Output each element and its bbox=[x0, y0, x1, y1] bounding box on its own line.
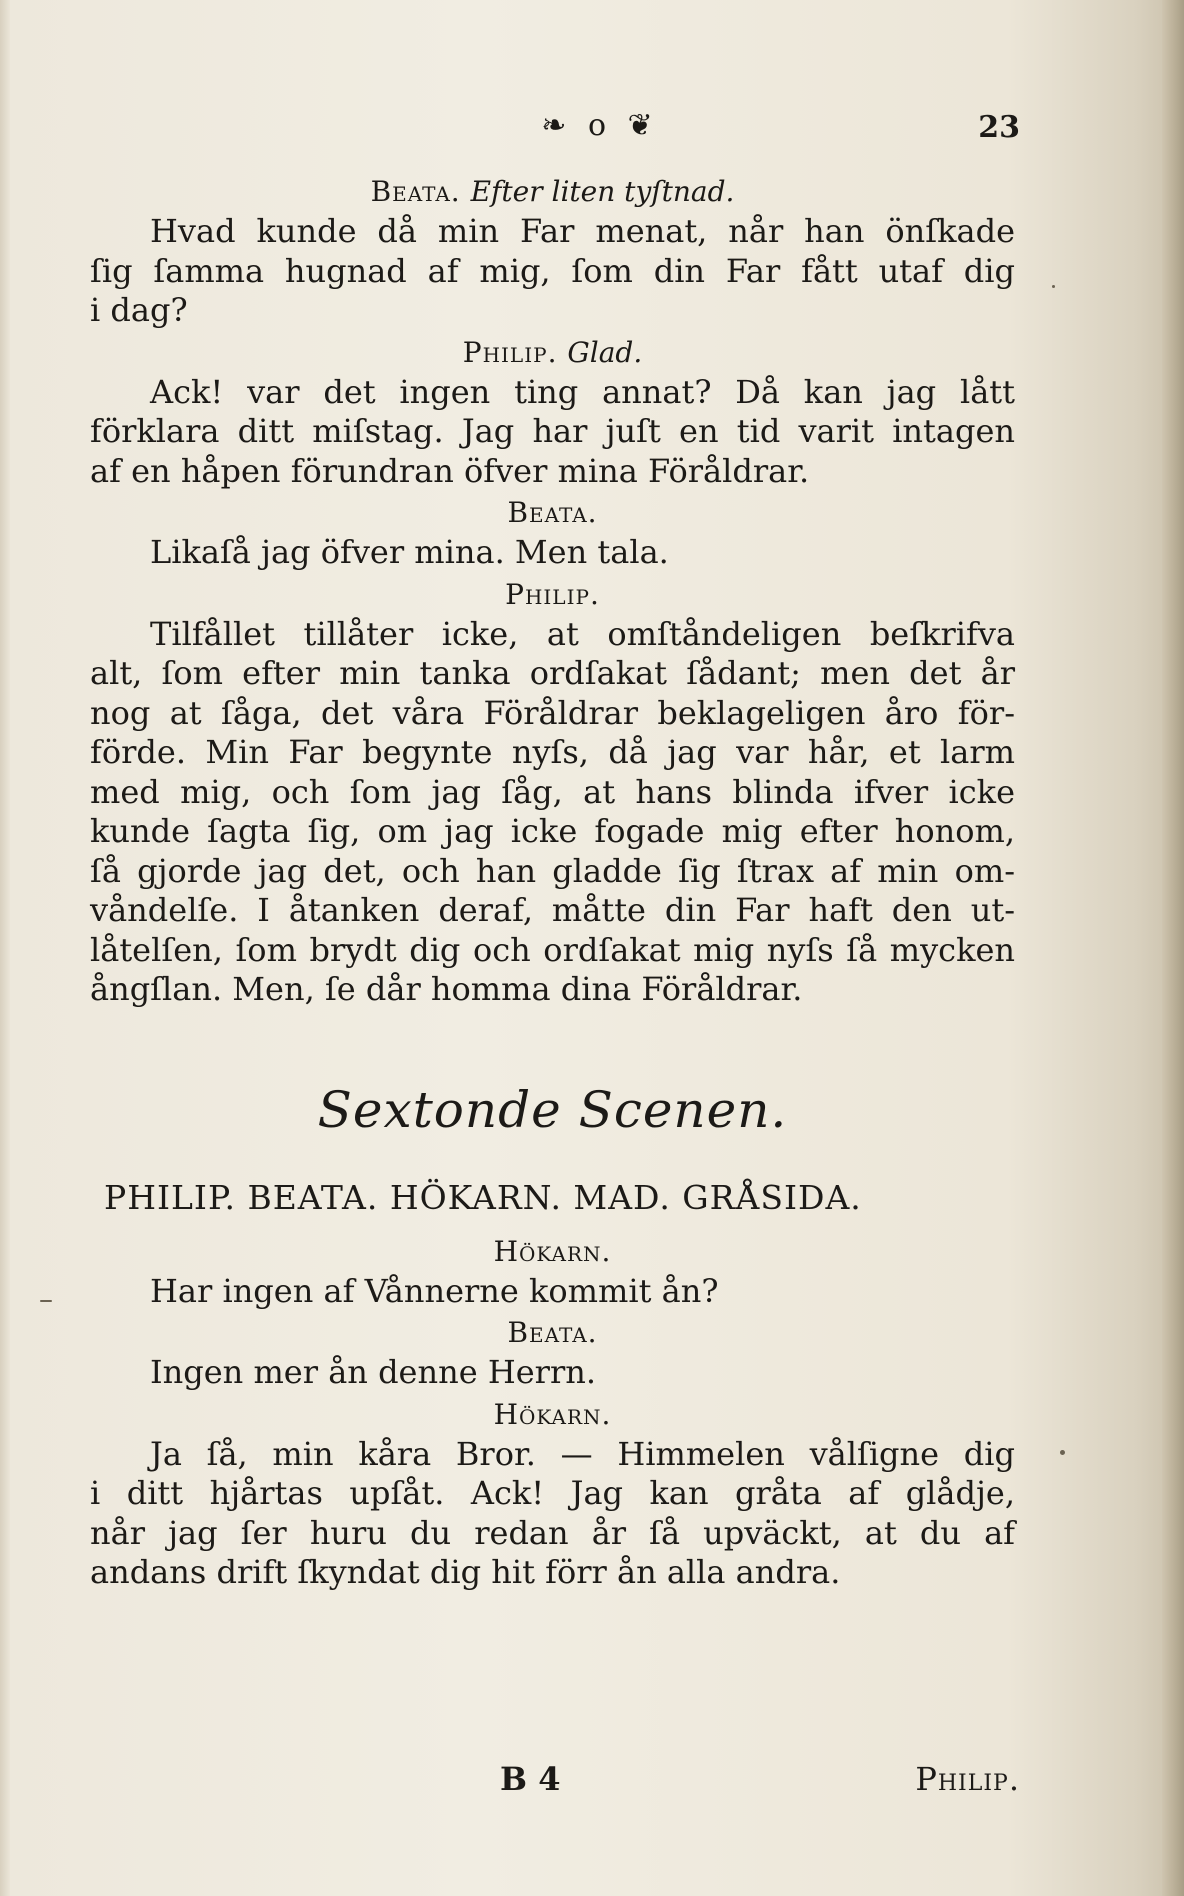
text-line: förklara ditt miſstag. Jag har juſt en tid varit intagen bbox=[90, 412, 1015, 450]
scene-cast-list: PHILIP. BEATA. HÖKARN. MAD. GRÅSIDA. bbox=[104, 1177, 862, 1217]
text-line: våndelſe. I åtanken deraf, måtte din Far haft den ut- bbox=[90, 891, 1015, 929]
speaker-heading bbox=[90, 575, 1015, 615]
page-edge bbox=[1162, 0, 1184, 1896]
text-line: förde. Min Far begynte nyſs, då jag var hår, et larm bbox=[90, 733, 1015, 771]
text-line: andans drift ſkyndat dig hit förr ån alla andra. bbox=[90, 1553, 841, 1591]
speaker-name: Hökarn. bbox=[493, 1397, 612, 1431]
dialogue-after-scene bbox=[90, 1232, 1015, 1593]
stage-direction: Glad. bbox=[567, 335, 643, 369]
text-line: ſå gjorde jag det, och han gladde ſig ſtrax af min om- bbox=[90, 851, 1015, 890]
speech-paragraph bbox=[90, 533, 1015, 573]
speech-paragraph bbox=[90, 212, 1015, 331]
speaker-heading bbox=[90, 1395, 1015, 1435]
page-number: 23 bbox=[978, 110, 1020, 145]
page-footer bbox=[100, 1760, 1020, 1804]
text-line: nog at ſåga, det våra Föråldrar beklageligen åro för- bbox=[90, 693, 1015, 732]
text-line: Ingen mer ån denne Herrn. bbox=[150, 1353, 597, 1391]
paper-speck bbox=[1052, 285, 1055, 288]
text-line: Ja ſå, min kåra Bror. — Himmelen vålſigne dig bbox=[150, 1434, 1015, 1473]
text-line: med mig, och ſom jag ſåg, at hans blinda ifver icke bbox=[90, 772, 1015, 811]
speech-paragraph bbox=[90, 1272, 1015, 1312]
running-header bbox=[100, 108, 1020, 148]
text-line: alt, ſom efter min tanka ordſakat ſådant; men det år bbox=[90, 654, 1015, 692]
scene-title: Sextonde Scenen. bbox=[317, 1080, 788, 1139]
text-line: ſig ſamma hugnad af mig, ſom din Far fått utaf dig bbox=[90, 251, 1015, 290]
speaker-name: Beata. bbox=[370, 175, 461, 208]
speaker-name: Philip. bbox=[505, 577, 600, 611]
speaker-heading bbox=[90, 1232, 1015, 1272]
text-line: Tilfållet tillåter icke, at omſtåndeligen beſkrifva bbox=[150, 614, 1015, 653]
text-line: låtelſen, ſom brydt dig och ordſakat mig nyſs ſå mycken bbox=[90, 930, 1015, 969]
dialogue-before-scene bbox=[90, 172, 1015, 1010]
page-body bbox=[90, 172, 1015, 1595]
speaker-name: Beata. bbox=[507, 1316, 598, 1349]
text-line: Ack! var det ingen ting annat? Då kan jag lått bbox=[150, 372, 1015, 411]
catchword: Philip. bbox=[915, 1760, 1020, 1798]
text-line: af en håpen förundran öfver mina Föråldrar. bbox=[90, 451, 810, 490]
text-line: ångſlan. Men, ſe dår homma dina Föråldrar. bbox=[90, 970, 803, 1008]
speech-paragraph bbox=[90, 1353, 1015, 1393]
stage-direction: Efter liten tyſtnad. bbox=[470, 175, 735, 208]
speaker-name: Beata. bbox=[507, 496, 598, 529]
text-line: Likaſå jag öfver mina. Men tala. bbox=[150, 533, 669, 571]
speech-paragraph bbox=[90, 1435, 1015, 1593]
speaker-heading bbox=[90, 493, 1015, 533]
signature-mark: B 4 bbox=[500, 1760, 561, 1798]
text-line: Hvad kunde då min Far menat, når han önſkade bbox=[150, 212, 1015, 250]
text-line: i dag? bbox=[90, 291, 188, 329]
header-ornament: ❧ o ❦ bbox=[541, 108, 659, 143]
speech-paragraph bbox=[90, 615, 1015, 1010]
paper-speck bbox=[40, 1300, 52, 1302]
speaker-heading bbox=[90, 333, 1015, 373]
text-line: kunde ſagta ſig, om jag icke fogade mig efter honom, bbox=[90, 812, 1015, 850]
speech-paragraph bbox=[90, 373, 1015, 492]
text-line: Har ingen af Vånnerne kommit ån? bbox=[150, 1271, 719, 1310]
text-line: i ditt hjårtas upſåt. Ack! Jag kan gråta af glådje, bbox=[90, 1474, 1015, 1512]
page-gutter bbox=[0, 0, 10, 1896]
speaker-name: Hökarn. bbox=[493, 1234, 612, 1268]
speaker-heading bbox=[90, 1313, 1015, 1353]
speaker-heading bbox=[90, 172, 1015, 212]
paper-speck bbox=[1060, 1450, 1065, 1455]
text-line: når jag ſer huru du redan år ſå upväckt, at du af bbox=[90, 1513, 1015, 1552]
speaker-name: Philip. bbox=[462, 335, 558, 369]
